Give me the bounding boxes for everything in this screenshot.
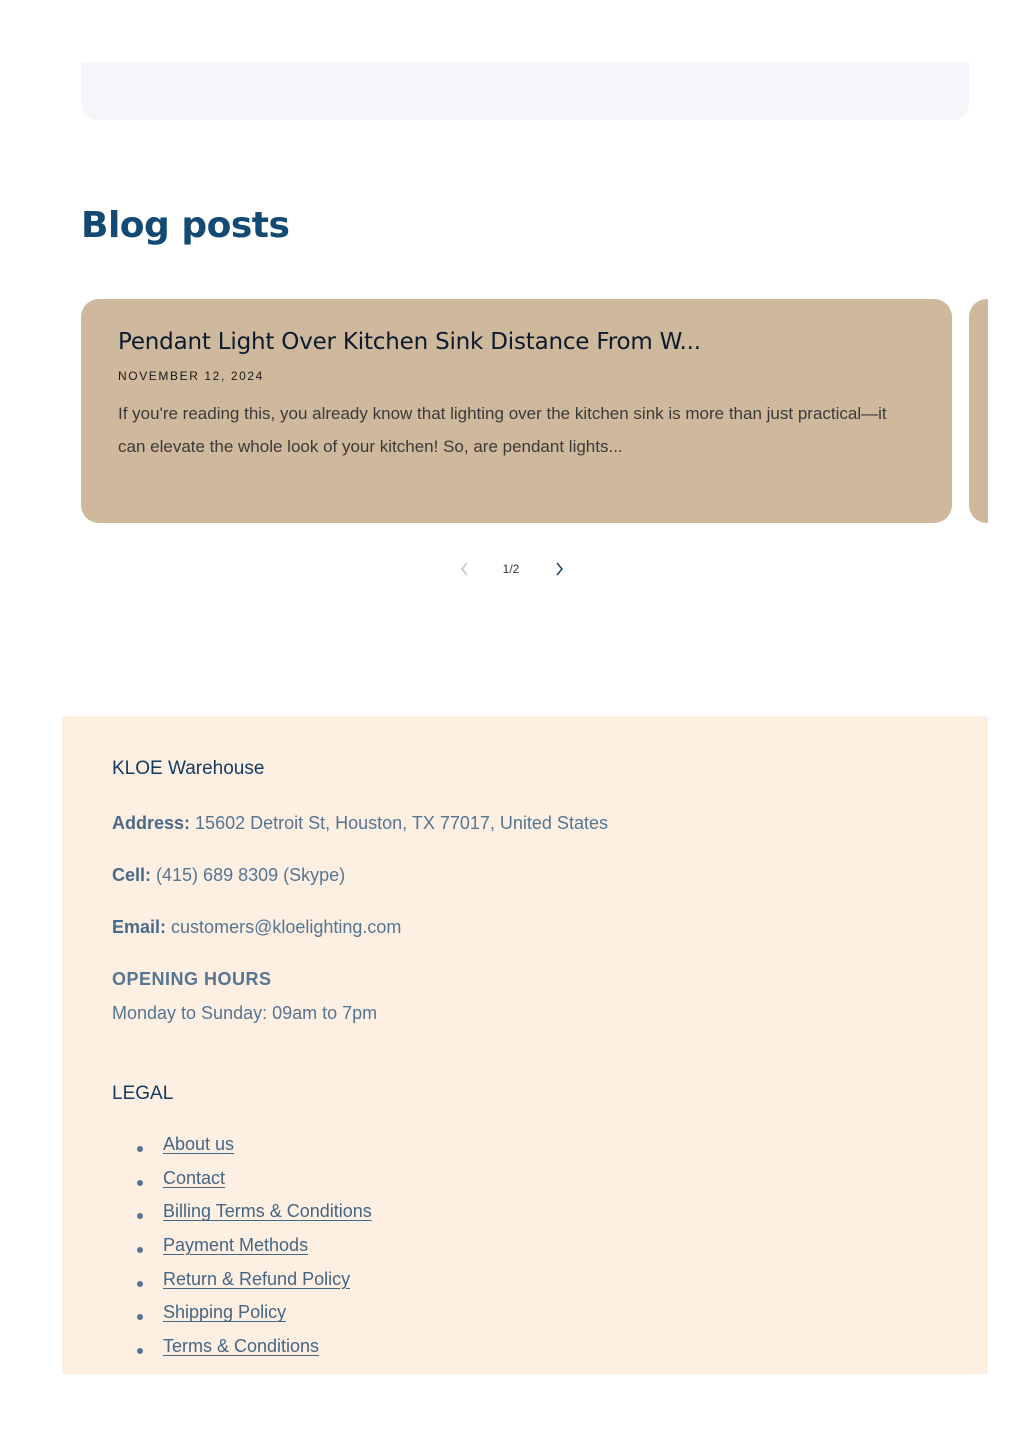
return-refund-policy-link[interactable]: Return & Refund Policy xyxy=(163,1268,351,1289)
cell-label: Cell: xyxy=(112,865,152,885)
blog-post-excerpt: If you're reading this, you already know that lighting over the kitchen sink is more than just practical—it can elevate the whole look of your kitchen! So, are pendant lights... xyxy=(118,404,887,456)
address-line xyxy=(112,813,608,834)
email-line xyxy=(112,917,401,938)
footer xyxy=(62,716,988,1374)
list-item xyxy=(163,1302,372,1336)
list-item xyxy=(163,1168,372,1202)
list-item xyxy=(163,1235,372,1269)
chevron-right-icon xyxy=(554,561,564,577)
list-item xyxy=(163,1201,372,1235)
contact-link[interactable]: Contact xyxy=(163,1167,226,1188)
blog-heading: Blog posts xyxy=(81,205,290,246)
list-item xyxy=(163,1134,372,1168)
blog-post-card[interactable] xyxy=(81,299,952,523)
opening-hours-value: Monday to Sunday: 09am to 7pm xyxy=(112,1003,378,1023)
next-blog-card[interactable] xyxy=(969,299,988,523)
terms-conditions-link[interactable]: Terms & Conditions xyxy=(163,1336,320,1357)
slide-counter: 1/2 xyxy=(502,562,520,576)
cell-value: (415) 689 8309 (Skype) xyxy=(156,865,346,885)
cell-line xyxy=(112,865,345,886)
top-panel xyxy=(81,62,969,120)
chevron-left-icon xyxy=(460,561,470,577)
store-title: KLOE Warehouse xyxy=(112,758,265,779)
opening-hours-title: OPENING HOURS xyxy=(112,969,272,989)
email-value[interactable]: customers@kloelighting.com xyxy=(171,917,402,937)
email-label: Email: xyxy=(112,917,167,937)
shipping-policy-link[interactable]: Shipping Policy xyxy=(163,1302,287,1323)
legal-title: LEGAL xyxy=(112,1083,174,1104)
blog-post-date: NOVEMBER 12, 2024 xyxy=(118,369,264,383)
address-value: 15602 Detroit St, Houston, TX 77017, United States xyxy=(195,813,608,833)
address-label: Address: xyxy=(112,813,191,833)
slider-pagination xyxy=(0,555,1024,583)
list-item xyxy=(163,1269,372,1303)
billing-terms-link[interactable]: Billing Terms & Conditions xyxy=(163,1201,372,1222)
payment-methods-link[interactable]: Payment Methods xyxy=(163,1235,309,1256)
previous-slide-button[interactable] xyxy=(453,557,477,581)
next-slide-button[interactable] xyxy=(547,557,571,581)
about-us-link[interactable]: About us xyxy=(163,1134,235,1154)
list-item xyxy=(163,1336,372,1370)
legal-links-list xyxy=(112,1134,372,1370)
blog-post-title[interactable]: Pendant Light Over Kitchen Sink Distance From W... xyxy=(118,329,701,355)
